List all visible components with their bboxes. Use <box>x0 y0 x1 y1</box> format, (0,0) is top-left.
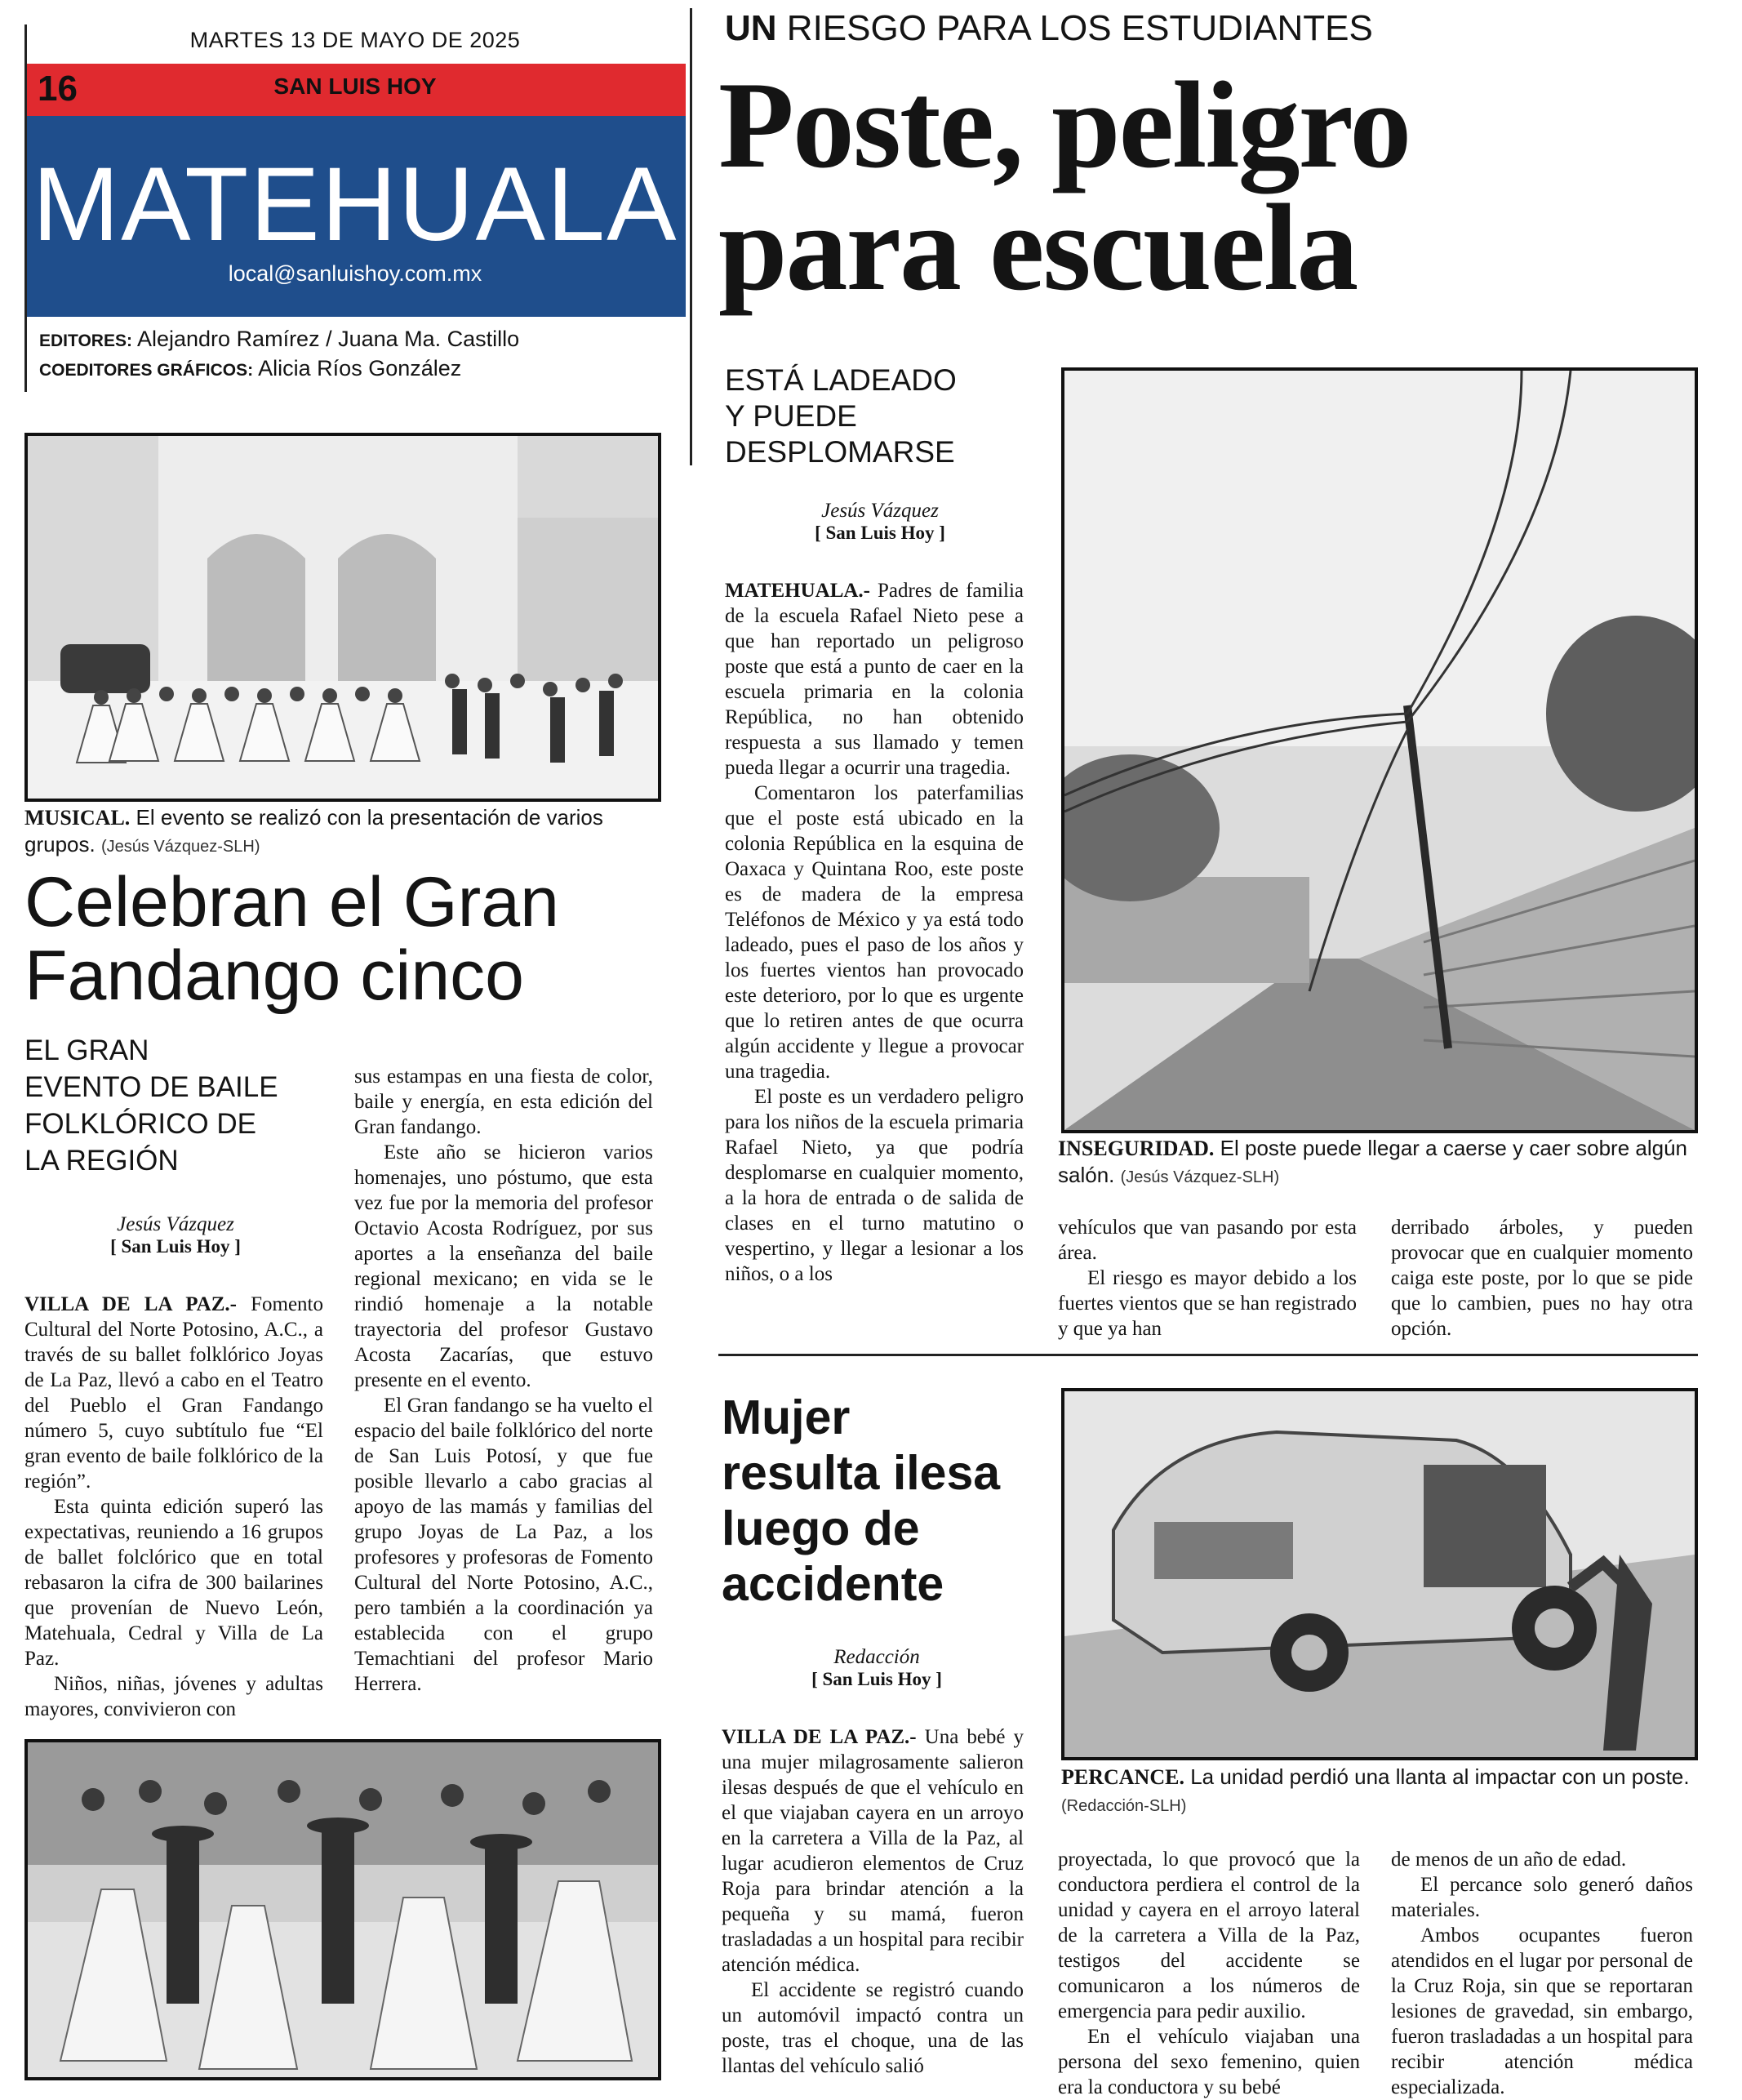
kicker-rest: RIESGO PARA LOS ESTUDIANTES <box>786 8 1373 48</box>
accidente-col-3 <box>1391 1847 1693 2100</box>
paragraph: Niños, niñas, jóvenes y adultas mayores, convivieron con <box>24 1673 323 1720</box>
page-header-red-bar <box>24 64 686 116</box>
editors-label: EDITORES <box>39 331 127 350</box>
paragraph: Una bebé y una mujer milagrosamente salieron ilesas después de que el vehículo en el que viajaban cayera en un arroyo en la carretera a Villa de la Paz, al lugar acudieron elementos de Cruz Roja para brindar atención a la pequeña y su mamá, fueron trasladadas a un hospital para recibir atención médica. <box>722 1726 1024 1976</box>
caption-kicker: INSEGURIDAD. <box>1058 1137 1215 1160</box>
folk-dancers-crowd-icon <box>28 1742 658 2077</box>
paragraph: El accidente se registró cuando un automóvil impactó contra un poste, tras el choque, una de las llantas del vehículo salió <box>722 1979 1024 2077</box>
dateline: MATEHUALA.- <box>725 580 871 602</box>
paragraph: proyectada, lo que provocó que la conductora perdiera el control de la unidad y cayera en el arroyo lateral de la carretera a Villa de la Paz, testigos del accidente se comunicaron a los números de emergencia para pedir auxilio. <box>1058 1849 1360 2022</box>
section-title: MATEHUALA <box>32 146 678 263</box>
headline-line: resulta ilesa <box>722 1446 1001 1500</box>
byline-name: Redacción <box>833 1646 920 1668</box>
editors-colon: : <box>126 331 132 350</box>
byline-name: Jesús Vázquez <box>821 500 939 522</box>
kicker-bold: UN <box>725 8 777 48</box>
paragraph: Este año se hicieron varios homenajes, uno póstumo, que esta vez fue por la memoria del profesor Octavio Acosta Rodríguez, por sus aportes a la enseñanza del baile regional mexicano; en vida se le rindió homenaje a la notable trayectoria del profesor Gustavo Acosta Zacarías, que estuvo presente en el evento. <box>354 1141 653 1391</box>
fandango-col-1 <box>24 1292 323 1722</box>
fandango-byline <box>24 1213 327 1257</box>
deck-line: ESTÁ LADEADO <box>725 363 957 397</box>
paragraph: Fomento Cultural del Norte Potosino, A.C., a través de su ballet folklórico Joyas de La Paz, llevó a cabo en el Teatro del Pueblo el Gran Fandango número 5, cuyo subtítulo fue “El gran evento de baile folklórico de la región”. <box>24 1293 324 1493</box>
poste-kicker <box>725 8 1373 49</box>
fandango-deck <box>24 1032 343 1179</box>
byline-org: [ San Luis Hoy ] <box>110 1236 241 1257</box>
accidente-byline <box>722 1646 1032 1690</box>
paragraph: El riesgo es mayor debido a los fuertes vientos que se han registrado y que ya han <box>1058 1267 1357 1340</box>
paragraph: El Gran fandango se ha vuelto el espacio del baile folklórico del norte de San Luis Potosí, y que fue posible llevarlo a cabo gracias al apoyo de las mamás y familias del grupo Joyas de La Paz, a los profesores y profesoras de Fomento Cultural del Norte Potosino, A.C., pero también a la coordinación ya establecida con el grupo Temachtiani del profesor Mario Herrera. <box>354 1395 653 1695</box>
headline-line: accidente <box>722 1557 944 1611</box>
coeditors-names: Alicia Ríos González <box>258 356 462 380</box>
accidente-photo-caption <box>1061 1764 1698 1819</box>
headline-line: Mujer <box>722 1390 851 1444</box>
caption-credit: (Redacción-SLH) <box>1061 1797 1187 1815</box>
caption-credit: (Jesús Vázquez-SLH) <box>100 838 260 856</box>
paragraph: Comentaron los paterfamilias que el poste está ubicado en la colonia República en la esquina de Oaxaca y Quintana Roo, este poste es de madera de la empresa Teléfonos de México y ya está todo ladeado, pues el paso de los años y los fuertes vientos han provocado este deterioro, por lo que es urgente que lo retiren antes de que ocurra algún accidente y llegue a provocar una tragedia. <box>725 782 1024 1083</box>
caption-text: El evento se realizó con la presentación de varios grupos. <box>24 805 603 856</box>
deck-line: DESPLOMARSE <box>725 435 955 469</box>
left-header-rule <box>24 24 27 392</box>
poste-deck <box>725 363 1035 470</box>
leaning-utility-pole-icon <box>1064 371 1695 1130</box>
deck-line: EL GRAN <box>24 1034 149 1066</box>
paragraph: de menos de un año de edad. <box>1391 1849 1627 1871</box>
accidente-headline <box>722 1390 1048 1612</box>
caption-credit: (Jesús Vázquez-SLH) <box>1120 1168 1280 1186</box>
publication-name: SAN LUIS HOY <box>273 73 437 99</box>
page-number: 16 <box>38 69 78 109</box>
dateline: VILLA DE LA PAZ.- <box>722 1726 917 1748</box>
headline-line: luego de <box>722 1502 920 1555</box>
paragraph: Ambos ocupantes fueron atendidos en el lugar por personal de la Cruz Roja, sin que se reportaran lesiones de gravedad, sin embargo, fueron trasladadas a un hospital para recibir atención médica especializada. <box>1391 1924 1693 2098</box>
fandango-col-2 <box>354 1064 653 1697</box>
paragraph: vehículos que van pasando por esta área. <box>1058 1217 1357 1264</box>
deck-line: FOLKLÓRICO DE <box>24 1108 256 1140</box>
issue-date: MARTES 13 DE MAYO DE 2025 <box>189 28 521 52</box>
paragraph: En el vehículo viajaban una persona del sexo femenino, quien era la conductora y su bebé <box>1058 2026 1360 2098</box>
fandango-headline <box>24 863 678 1015</box>
paragraph: sus estampas en una fiesta de color, baile y energía, en esta edición del Gran fandango. <box>354 1066 653 1138</box>
editors-names: Alejandro Ramírez / Juana Ma. Castillo <box>136 327 520 351</box>
caption-text: El poste puede llegar a caerse y caer sobre algún salón. <box>1058 1136 1688 1187</box>
accidente-col-1 <box>722 1724 1024 2079</box>
fandango-photo-caption <box>24 804 661 860</box>
folk-dance-stage-icon <box>28 436 658 799</box>
poste-col-1 <box>725 578 1024 1287</box>
headline-line-2: para escuela <box>718 179 1358 316</box>
headline-line-1: Poste, peligro <box>718 56 1411 194</box>
dateline: VILLA DE LA PAZ.- <box>24 1293 237 1315</box>
caption-kicker: MUSICAL. <box>24 806 131 830</box>
poste-col-2 <box>1058 1215 1357 1341</box>
crashed-suv-icon <box>1064 1391 1695 1757</box>
poste-headline <box>718 56 1731 316</box>
deck-line: LA REGIÓN <box>24 1145 179 1177</box>
fandango-stage-photo <box>24 433 661 802</box>
accidente-photo <box>1061 1388 1698 1760</box>
headline-line-1: Celebran el Gran <box>24 863 559 941</box>
byline-org: [ San Luis Hoy ] <box>811 1669 942 1689</box>
section-banner <box>24 116 686 317</box>
deck-line: Y PUEDE <box>725 399 857 433</box>
poste-col-3 <box>1391 1215 1693 1341</box>
poste-photo <box>1061 367 1698 1133</box>
fandango-dancers-photo <box>24 1739 661 2080</box>
section-email: local@sanluishoy.com.mx <box>228 261 482 286</box>
poste-photo-caption <box>1058 1135 1703 1190</box>
coeditors-line <box>39 356 461 381</box>
paragraph: Padres de familia de la escuela Rafael Nieto pese a que han reportado un peligroso poste que está a punto de caer en la escuela primaria en la colonia República, no han obtenido respuesta a sus llamado y temen pueda llegar a ocurrir una tragedia. <box>725 580 1024 779</box>
coeditors-label: COEDITORES GRÁFICOS: <box>39 361 254 380</box>
article-divider <box>718 1354 1698 1356</box>
paragraph: El poste es un verdadero peligro para los niños de la escuela primaria Rafael Nieto, ya que podría desplomarse en cualquier momento, a la hora de entrada o de salida de clases en el turno matutino o vespertino, y llegar a lesionar a los niños, o a los <box>725 1086 1024 1285</box>
poste-byline <box>725 500 1035 544</box>
editors-line <box>39 327 519 352</box>
caption-text: La unidad perdió una llanta al impactar con un poste. <box>1190 1764 1690 1789</box>
byline-org: [ San Luis Hoy ] <box>815 523 945 543</box>
byline-name: Jesús Vázquez <box>117 1213 234 1235</box>
paragraph: Esta quinta edición superó las expectativas, reuniendo a 16 grupos de ballet folclórico que en total rebasaron la cifra de 300 bailarines que provenían de Nuevo León, Matehuala, Cedral y Villa de La Paz. <box>24 1496 323 1670</box>
deck-line: EVENTO DE BAILE <box>24 1071 278 1103</box>
headline-line-2: Fandango cinco <box>24 937 524 1015</box>
caption-kicker: PERCANCE. <box>1061 1765 1184 1789</box>
accidente-col-2 <box>1058 1847 1360 2100</box>
column-divider <box>690 8 692 465</box>
paragraph: El percance solo generó daños materiales. <box>1391 1874 1693 1921</box>
paragraph: derribado árboles, y pueden provocar que en cualquier momento caiga este poste, por lo que se pide que lo cambien, pues no hay otra opción. <box>1391 1217 1693 1340</box>
